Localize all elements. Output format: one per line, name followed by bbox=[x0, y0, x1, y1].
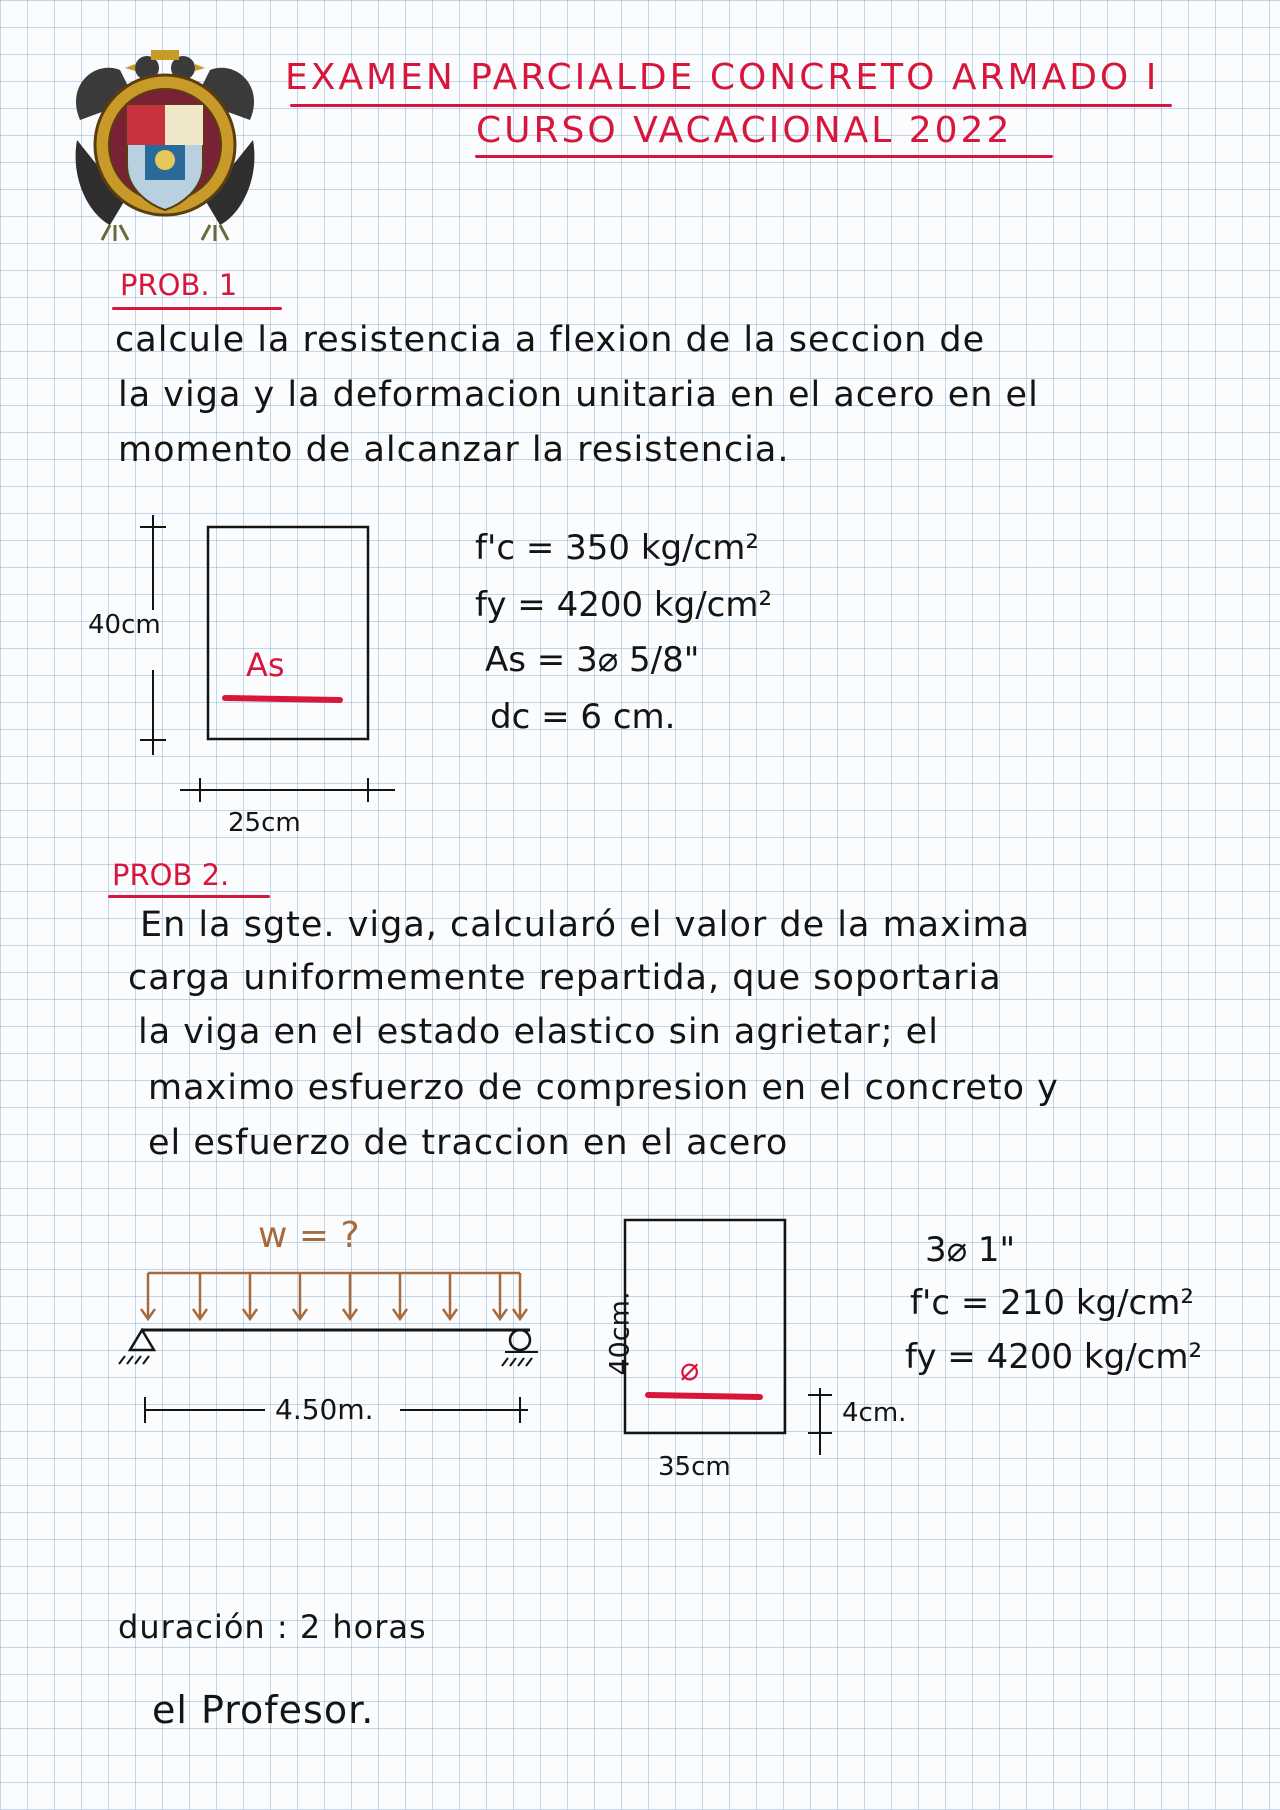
prob2-span-label: 4.50m. bbox=[275, 1393, 374, 1426]
duration-note: duración : 2 horas bbox=[118, 1608, 427, 1646]
prob1-text-line-2: la viga y la deformacion unitaria en el acero en el bbox=[118, 375, 1039, 415]
prob1-height-label: 40cm bbox=[88, 610, 161, 640]
prob1-steel-label: As bbox=[246, 646, 285, 684]
exam-subtitle: CURSO VACACIONAL 2022 bbox=[476, 110, 1013, 151]
prob2-steel-label: ⌀ bbox=[680, 1350, 700, 1388]
prob1-spec-as: As = 3⌀ 5/8" bbox=[485, 640, 700, 680]
prob1-text-line-1: calcule la resistencia a flexion de la seccion de bbox=[115, 320, 986, 360]
prob1-spec-fc: f'c = 350 kg/cm² bbox=[475, 528, 759, 568]
professor-signature: el Profesor. bbox=[152, 1688, 375, 1732]
prob1-width-label: 25cm bbox=[228, 808, 301, 838]
exam-title: EXAMEN PARCIALDE CONCRETO ARMADO I bbox=[285, 57, 1160, 98]
prob1-spec-dc: dc = 6 cm. bbox=[490, 697, 676, 737]
prob2-spec-fy: fy = 4200 kg/cm² bbox=[905, 1337, 1203, 1377]
prob2-cover-label: 4cm. bbox=[842, 1398, 907, 1428]
prob2-height-label: 40cm. bbox=[604, 1291, 636, 1376]
prob2-text-line-4: maximo esfuerzo de compresion en el concreto y bbox=[148, 1068, 1059, 1108]
prob1-text-line-3: momento de alcanzar la resistencia. bbox=[118, 430, 790, 470]
prob2-text-line-5: el esfuerzo de traccion en el acero bbox=[148, 1123, 789, 1163]
prob1-label: PROB. 1 bbox=[120, 268, 238, 302]
prob2-text-line-2: carga uniformemente repartida, que soportaria bbox=[128, 958, 1002, 998]
prob2-spec-fc: f'c = 210 kg/cm² bbox=[910, 1283, 1194, 1323]
prob2-label: PROB 2. bbox=[112, 858, 230, 892]
prob1-spec-fy: fy = 4200 kg/cm² bbox=[475, 585, 773, 625]
prob2-text-line-3: la viga en el estado elastico sin agrietar; el bbox=[138, 1012, 939, 1052]
prob2-text-line-1: En la sgte. viga, calcularó el valor de la maxima bbox=[140, 905, 1031, 945]
prob2-width-label: 35cm bbox=[658, 1452, 731, 1482]
prob2-load-label: w = ? bbox=[258, 1215, 360, 1256]
prob2-spec-bars: 3⌀ 1" bbox=[925, 1230, 1016, 1270]
